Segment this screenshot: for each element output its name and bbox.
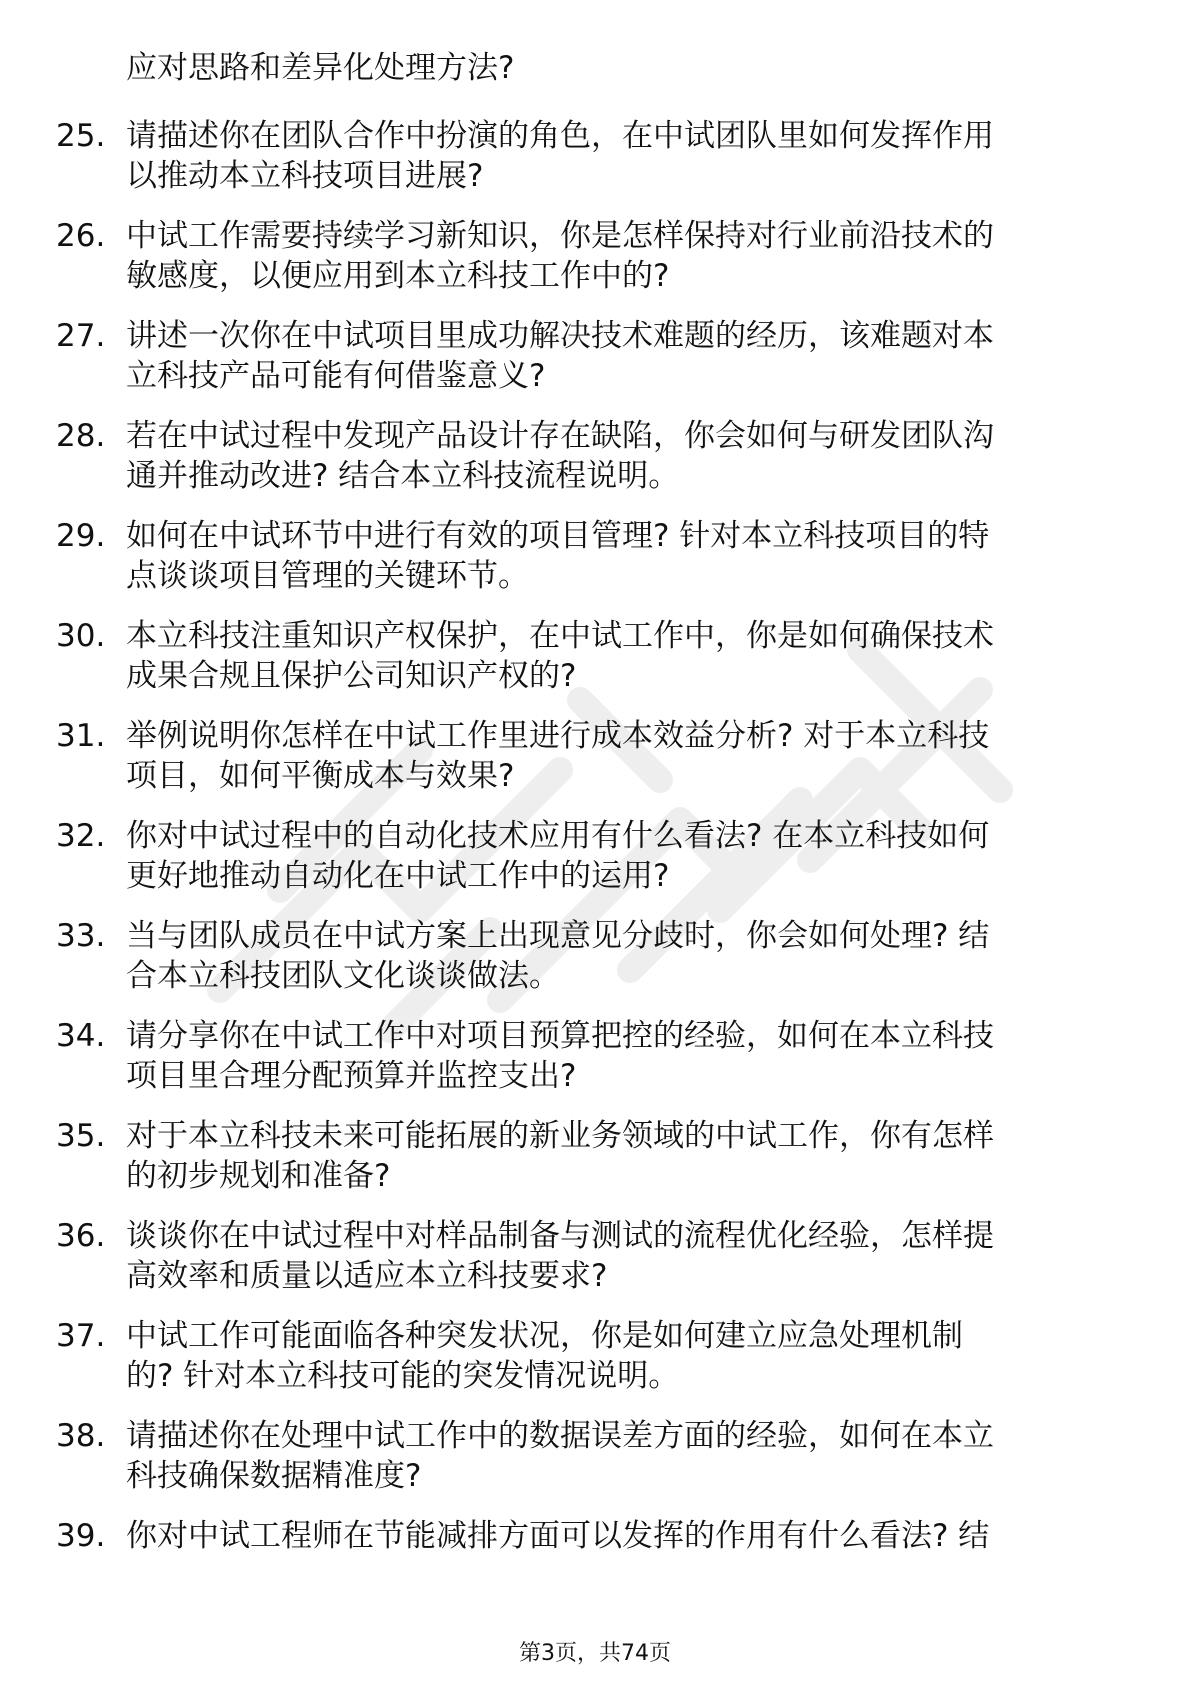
item-text-line: 的? 针对本立科技可能的突发情况说明。 bbox=[126, 1358, 680, 1394]
list-item bbox=[0, 616, 1190, 716]
item-number: 31. bbox=[56, 718, 106, 754]
item-text-line: 对于本立科技未来可能拓展的新业务领域的中试工作，你有怎样 bbox=[126, 1118, 994, 1154]
item-text-line: 请描述你在处理中试工作中的数据误差方面的经验，如何在本立 bbox=[126, 1418, 994, 1454]
page-footer: 第3页，共74页 bbox=[519, 1641, 671, 1666]
item-text-line: 讲述一次你在中试项目里成功解决技术难题的经历，该难题对本 bbox=[126, 318, 994, 354]
item-text-line: 成果合规且保护公司知识产权的? bbox=[126, 658, 577, 694]
item-number: 30. bbox=[56, 618, 106, 654]
item-number: 25. bbox=[56, 118, 106, 154]
item-text-line: 科技确保数据精准度? bbox=[126, 1458, 422, 1494]
item-text-line: 通并推动改进? 结合本立科技流程说明。 bbox=[126, 458, 680, 494]
item-number: 35. bbox=[56, 1118, 106, 1154]
continued-text: 应对思路和差异化处理方法? bbox=[126, 50, 515, 86]
item-text-line: 请分享你在中试工作中对项目预算把控的经验，如何在本立科技 bbox=[126, 1018, 994, 1054]
list-item bbox=[0, 816, 1190, 916]
item-text-line: 项目里合理分配预算并监控支出? bbox=[126, 1058, 577, 1094]
list-item bbox=[0, 316, 1190, 416]
item-text-line: 举例说明你怎样在中试工作里进行成本效益分析? 对于本立科技 bbox=[126, 718, 990, 754]
item-text-line: 合本立科技团队文化谈谈做法。 bbox=[126, 958, 560, 994]
item-number: 36. bbox=[56, 1218, 106, 1254]
list-item bbox=[0, 1516, 1190, 1616]
item-text-line: 当与团队成员在中试方案上出现意见分歧时，你会如何处理? 结 bbox=[126, 918, 990, 954]
item-number: 37. bbox=[56, 1318, 106, 1354]
item-text-line: 中试工作需要持续学习新知识，你是怎样保持对行业前沿技术的 bbox=[126, 218, 994, 254]
item-number: 38. bbox=[56, 1418, 106, 1454]
item-text-line: 如何在中试环节中进行有效的项目管理? 针对本立科技项目的特 bbox=[126, 518, 990, 554]
item-text-line: 你对中试工程师在节能减排方面可以发挥的作用有什么看法? 结 bbox=[126, 1518, 990, 1554]
item-number: 33. bbox=[56, 918, 106, 954]
list-item bbox=[0, 416, 1190, 516]
question-list bbox=[0, 116, 1190, 1616]
item-number: 29. bbox=[56, 518, 106, 554]
item-text-line: 点谈谈项目管理的关键环节。 bbox=[126, 558, 529, 594]
item-text-line: 以推动本立科技项目进展? bbox=[126, 158, 484, 194]
list-item bbox=[0, 1316, 1190, 1416]
item-text-line: 中试工作可能面临各种突发状况，你是如何建立应急处理机制 bbox=[126, 1318, 963, 1354]
list-item bbox=[0, 1116, 1190, 1216]
item-number: 32. bbox=[56, 818, 106, 854]
list-item bbox=[0, 216, 1190, 316]
item-text-line: 高效率和质量以适应本立科技要求? bbox=[126, 1258, 608, 1294]
item-text-line: 本立科技注重知识产权保护，在中试工作中，你是如何确保技术 bbox=[126, 618, 994, 654]
list-item bbox=[0, 916, 1190, 1016]
list-item bbox=[0, 516, 1190, 616]
list-item bbox=[0, 1216, 1190, 1316]
item-text-line: 立科技产品可能有何借鉴意义? bbox=[126, 358, 546, 394]
list-item bbox=[0, 1016, 1190, 1116]
item-number: 34. bbox=[56, 1018, 106, 1054]
item-number: 27. bbox=[56, 318, 106, 354]
item-text-line: 你对中试过程中的自动化技术应用有什么看法? 在本立科技如何 bbox=[126, 818, 990, 854]
item-text-line: 若在中试过程中发现产品设计存在缺陷，你会如何与研发团队沟 bbox=[126, 418, 994, 454]
item-text-line: 敏感度，以便应用到本立科技工作中的? bbox=[126, 258, 670, 294]
item-text-line: 的初步规划和准备? bbox=[126, 1158, 391, 1194]
list-item bbox=[0, 1416, 1190, 1516]
item-number: 26. bbox=[56, 218, 106, 254]
item-text-line: 请描述你在团队合作中扮演的角色，在中试团队里如何发挥作用 bbox=[126, 118, 994, 154]
list-item bbox=[0, 716, 1190, 816]
item-number: 39. bbox=[56, 1518, 106, 1554]
list-item bbox=[0, 116, 1190, 216]
item-number: 28. bbox=[56, 418, 106, 454]
item-text-line: 项目，如何平衡成本与效果? bbox=[126, 758, 515, 794]
item-text-line: 更好地推动自动化在中试工作中的运用? bbox=[126, 858, 670, 894]
item-text-line: 谈谈你在中试过程中对样品制备与测试的流程优化经验，怎样提 bbox=[126, 1218, 994, 1254]
